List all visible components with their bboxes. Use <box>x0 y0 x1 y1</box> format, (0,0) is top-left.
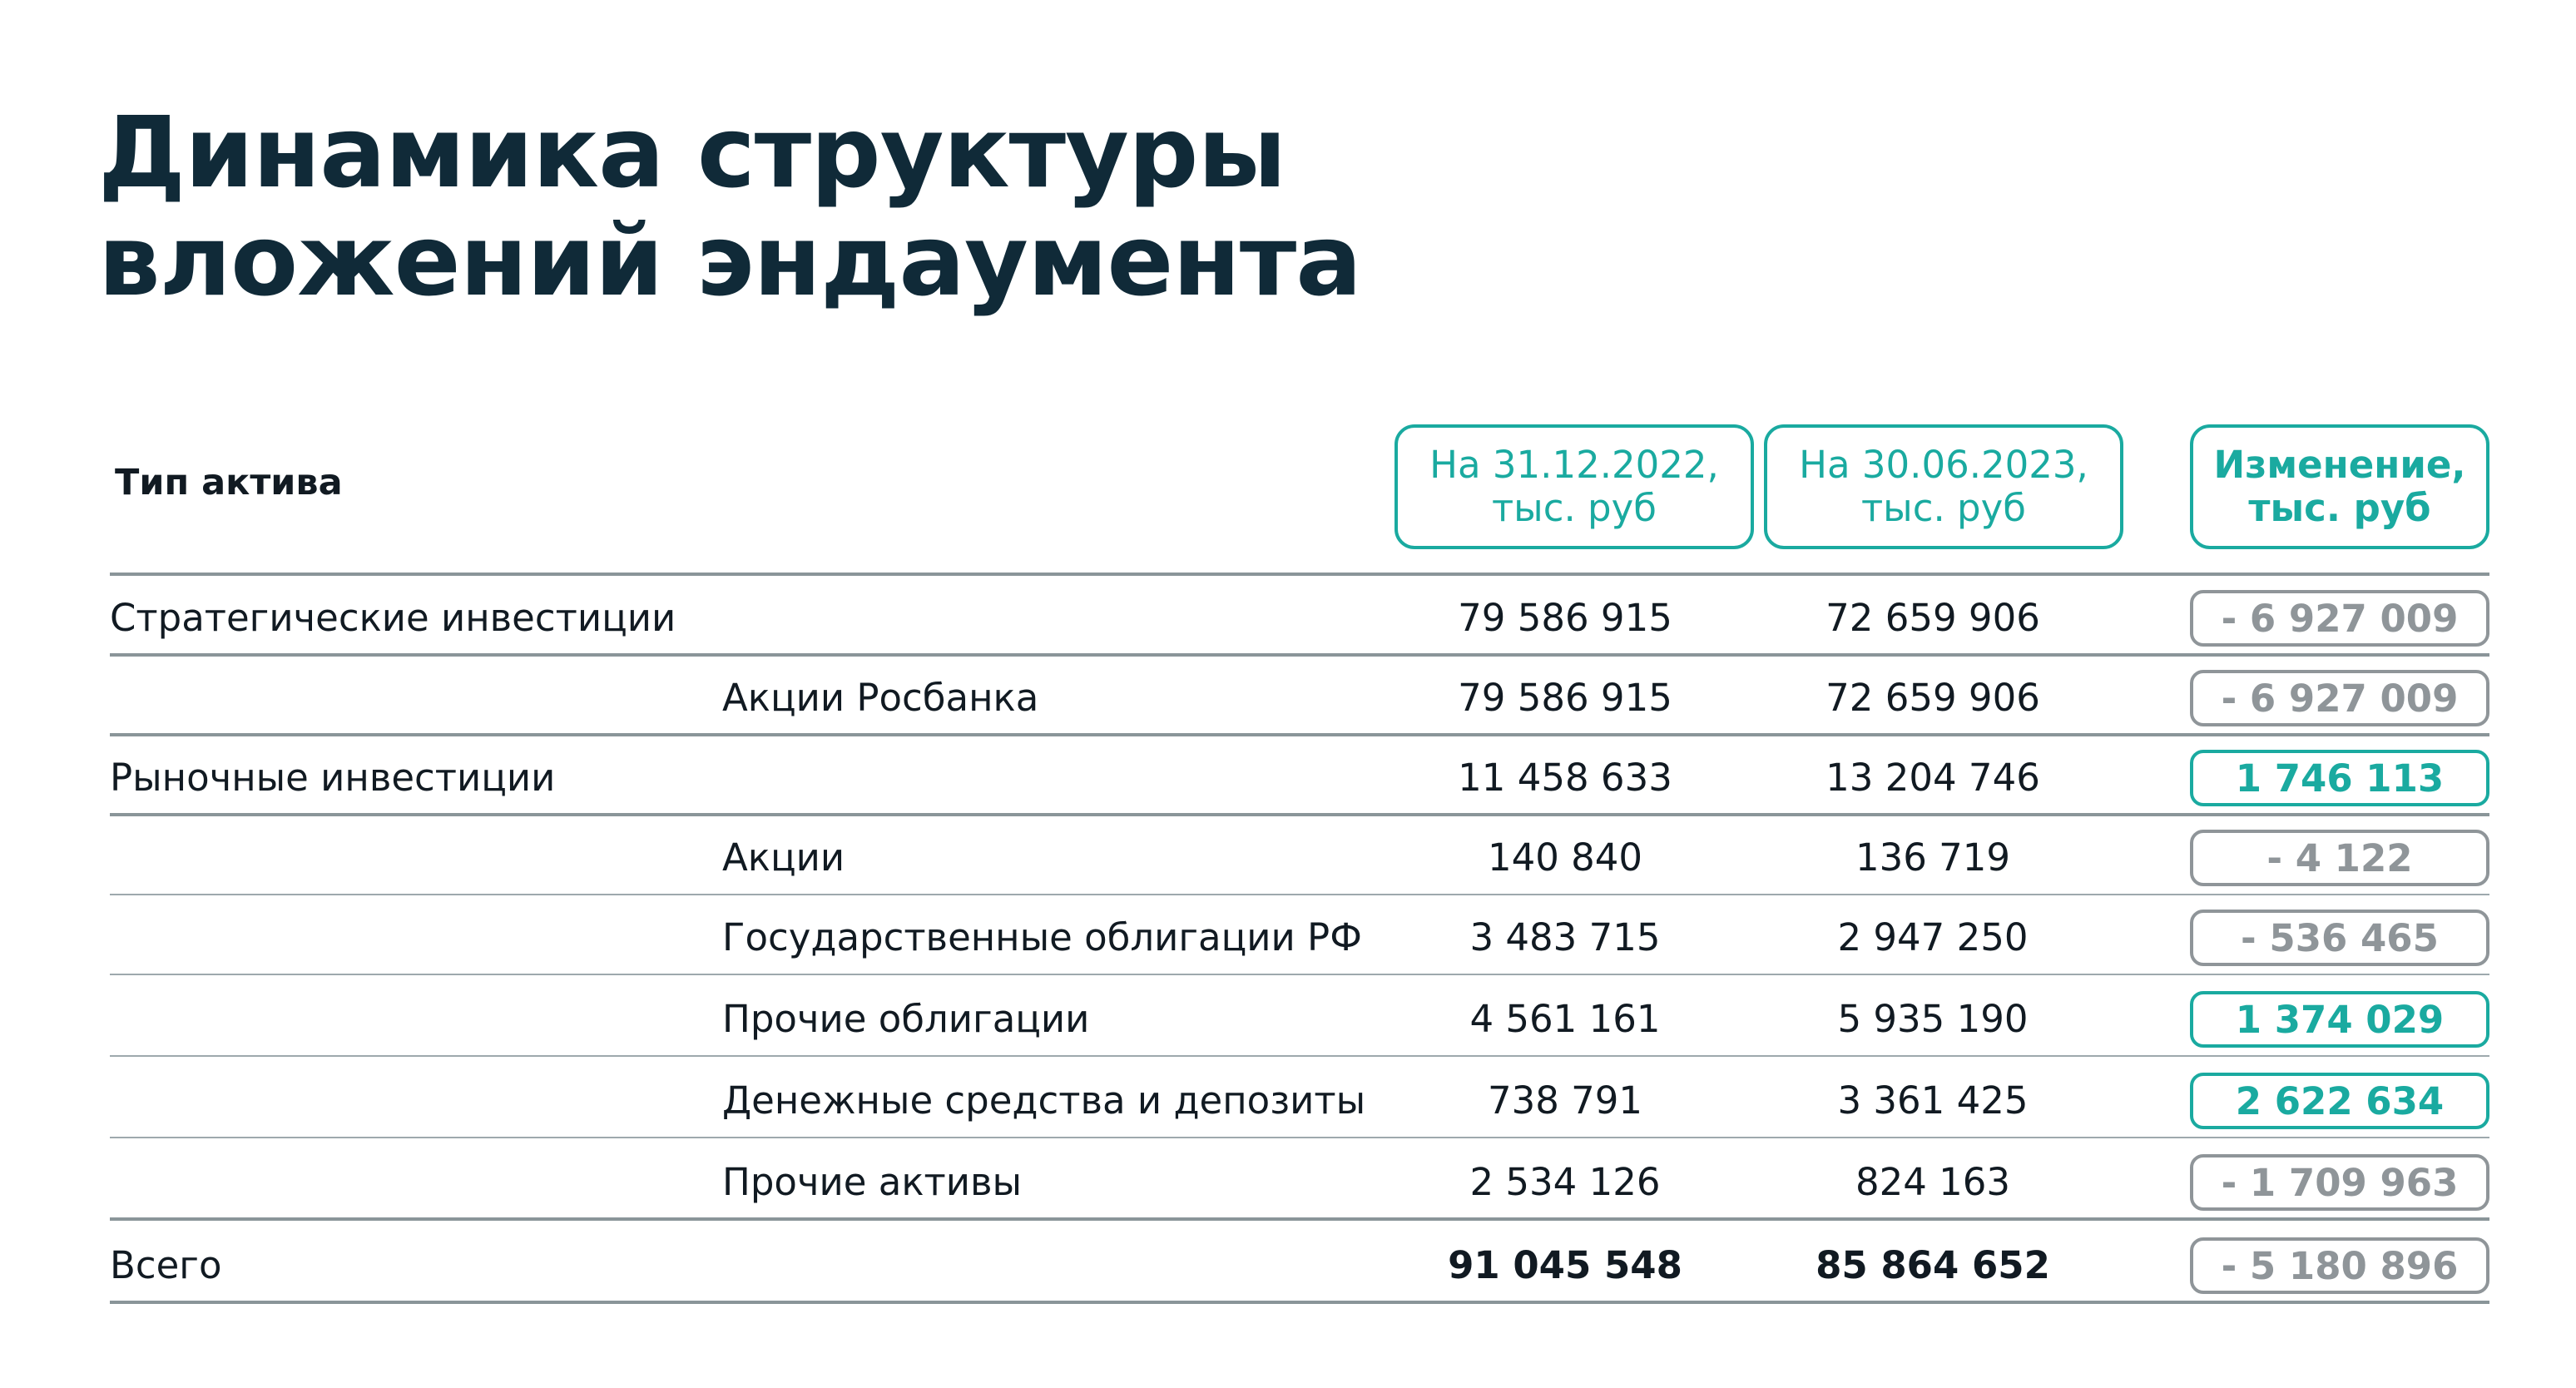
page-title <box>98 95 1361 318</box>
row-subcategory: Государственные облигации РФ <box>722 915 1362 959</box>
column-header-2022-line2: тыс. руб <box>1491 486 1657 530</box>
row-value-2022: 79 586 915 <box>1458 675 1672 720</box>
row-value-2023: 72 659 906 <box>1825 595 2040 640</box>
row-value-2023: 5 935 190 <box>1837 996 2029 1041</box>
row-divider <box>110 1137 2489 1138</box>
table-row <box>0 1142 2576 1222</box>
row-value-2023: 824 163 <box>1855 1159 2011 1204</box>
row-divider <box>110 974 2489 975</box>
asset-type-header: Тип актива <box>115 462 343 503</box>
row-value-2022: 79 586 915 <box>1458 595 1672 640</box>
row-change-badge: - 6 927 009 <box>2190 670 2489 726</box>
table-top-divider <box>110 573 2489 576</box>
table-row <box>0 657 2576 737</box>
table-row <box>0 737 2576 817</box>
column-header-2023 <box>1764 424 2123 549</box>
title-line-2: вложений эндаумента <box>98 203 1361 318</box>
row-value-2023: 3 361 425 <box>1837 1078 2029 1123</box>
column-header-change-line2: тыс. руб <box>2248 486 2431 530</box>
row-value-2022: 91 045 548 <box>1448 1242 1682 1287</box>
row-change-badge: 1 374 029 <box>2190 991 2489 1048</box>
row-value-2023: 13 204 746 <box>1825 755 2040 800</box>
row-value-2022: 4 561 161 <box>1469 996 1661 1041</box>
row-divider <box>110 1217 2489 1221</box>
column-header-change <box>2190 424 2489 549</box>
row-value-2023: 2 947 250 <box>1837 915 2029 959</box>
row-divider <box>110 733 2489 736</box>
row-value-2022: 2 534 126 <box>1469 1159 1661 1204</box>
row-change-badge: 2 622 634 <box>2190 1073 2489 1129</box>
row-change-badge: - 6 927 009 <box>2190 590 2489 647</box>
table-row <box>0 1060 2576 1140</box>
table-row-total <box>0 1225 2576 1305</box>
row-change-badge: - 4 122 <box>2190 830 2489 886</box>
column-header-2023-line1: На 30.06.2023, <box>1799 443 2088 487</box>
row-value-2022: 738 791 <box>1487 1078 1643 1123</box>
table-row <box>0 817 2576 897</box>
row-divider <box>110 653 2489 657</box>
row-subcategory: Денежные средства и депозиты <box>722 1078 1366 1123</box>
column-header-2022 <box>1395 424 1754 549</box>
title-line-1: Динамика структуры <box>98 95 1286 210</box>
table-row <box>0 897 2576 977</box>
column-header-2023-line2: тыс. руб <box>1860 486 2027 530</box>
row-divider <box>110 1055 2489 1057</box>
row-category: Всего <box>110 1242 222 1287</box>
row-divider <box>110 1301 2489 1304</box>
row-value-2023: 72 659 906 <box>1825 675 2040 720</box>
row-value-2023: 85 864 652 <box>1816 1242 2050 1287</box>
row-change-badge: - 536 465 <box>2190 910 2489 966</box>
column-header-change-line1: Изменение, <box>2213 443 2466 487</box>
column-header-2022-line1: На 31.12.2022, <box>1429 443 1719 487</box>
row-value-2023: 136 719 <box>1855 835 2011 880</box>
row-category: Стратегические инвестиции <box>110 595 676 640</box>
row-subcategory: Акции <box>722 835 845 880</box>
row-subcategory: Прочие активы <box>722 1159 1023 1204</box>
row-value-2022: 11 458 633 <box>1458 755 1672 800</box>
row-change-badge: 1 746 113 <box>2190 750 2489 806</box>
row-value-2022: 140 840 <box>1487 835 1643 880</box>
table-row <box>0 578 2576 657</box>
row-subcategory: Прочие облигации <box>722 996 1090 1041</box>
row-category: Рыночные инвестиции <box>110 755 556 800</box>
row-divider <box>110 813 2489 816</box>
row-divider <box>110 894 2489 895</box>
row-change-badge: - 5 180 896 <box>2190 1237 2489 1294</box>
row-subcategory: Акции Росбанка <box>722 675 1039 720</box>
row-change-badge: - 1 709 963 <box>2190 1154 2489 1211</box>
row-value-2022: 3 483 715 <box>1469 915 1661 959</box>
table-row <box>0 979 2576 1058</box>
